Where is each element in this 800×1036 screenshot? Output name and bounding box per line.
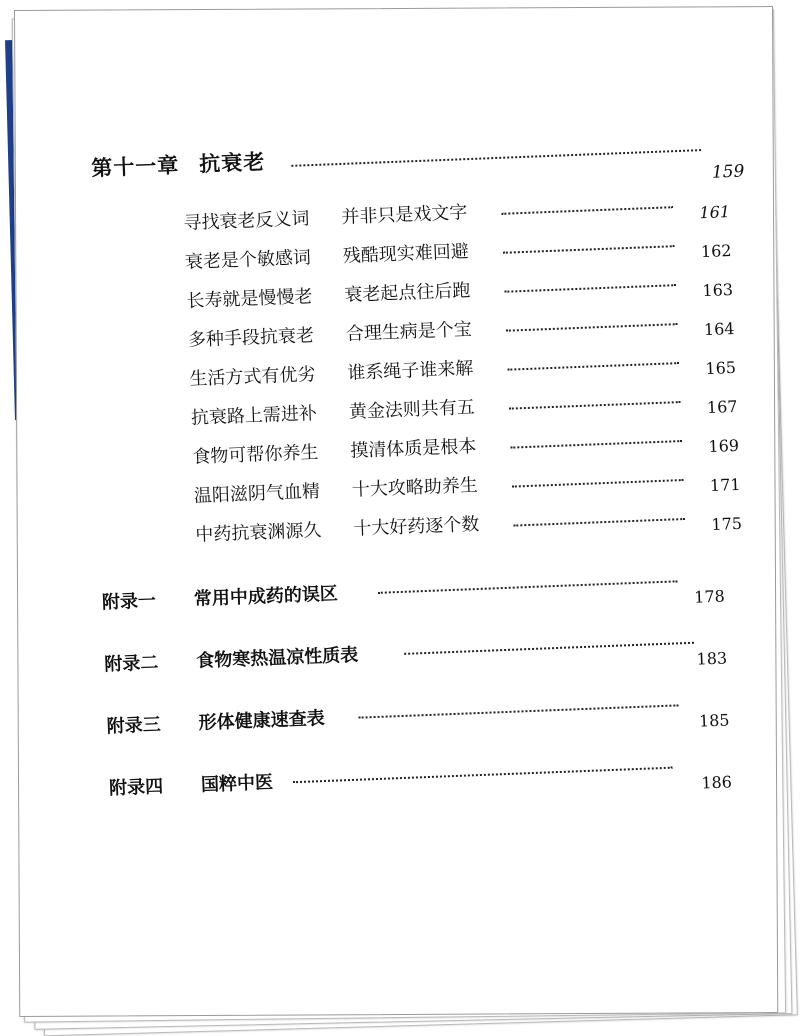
section-page-number: 163 bbox=[702, 279, 734, 301]
toc-page bbox=[14, 6, 778, 1017]
appendix-label: 附录一 bbox=[101, 590, 157, 614]
section-title-right: 谁系绳子谁来解 bbox=[346, 358, 474, 384]
section-title-right: 摸清体质是根本 bbox=[349, 435, 477, 462]
section-title-left: 中药抗衰渊源久 bbox=[195, 519, 322, 546]
appendix-title: 常用中成药的误区 bbox=[193, 583, 339, 610]
section-page-number: 164 bbox=[703, 318, 735, 340]
section-title-left: 长寿就是慢慢老 bbox=[186, 286, 313, 312]
section-title-left: 温阳滋阴气血精 bbox=[193, 480, 321, 507]
section-title-left: 寻找衰老反义词 bbox=[183, 208, 310, 235]
dot-leader bbox=[359, 704, 679, 718]
section-title-right: 十大攻略助养生 bbox=[351, 474, 479, 501]
dot-leader bbox=[512, 479, 684, 488]
chapter-page-number: 159 bbox=[711, 161, 745, 183]
dot-leader bbox=[501, 206, 673, 215]
section-title-left: 生活方式有优劣 bbox=[189, 364, 316, 390]
appendix-title: 食物寒热温凉性质表 bbox=[195, 644, 359, 672]
section-page-number: 162 bbox=[700, 241, 732, 262]
dot-leader bbox=[291, 149, 701, 167]
dot-leader bbox=[503, 245, 675, 254]
dot-leader bbox=[509, 401, 681, 410]
section-page-number: 171 bbox=[709, 474, 741, 496]
section-page-number: 165 bbox=[705, 357, 737, 379]
section-list bbox=[183, 188, 756, 560]
dot-leader bbox=[293, 767, 673, 784]
section-page-number: 175 bbox=[711, 513, 743, 534]
appendix-page-number: 186 bbox=[700, 772, 733, 793]
dot-leader bbox=[506, 323, 678, 332]
section-title-right: 残酷现实难回避 bbox=[342, 241, 470, 267]
appendix-page-number: 185 bbox=[698, 710, 730, 731]
dot-leader bbox=[378, 580, 678, 594]
section-title-right: 并非只是戏文字 bbox=[340, 202, 468, 228]
section-title-left: 抗衰路上需进补 bbox=[190, 403, 318, 429]
dot-leader bbox=[504, 284, 676, 293]
section-title-right: 十大好药逐个数 bbox=[352, 513, 480, 540]
section-title-left: 多种手段抗衰老 bbox=[187, 325, 315, 351]
section-page-number: 169 bbox=[708, 435, 740, 457]
section-page-number: 161 bbox=[699, 202, 731, 223]
dot-leader bbox=[510, 440, 682, 449]
dot-leader bbox=[404, 642, 694, 655]
section-title-right: 衰老起点往后跑 bbox=[343, 280, 471, 306]
appendix-title: 形体健康速查表 bbox=[198, 707, 326, 734]
chapter-heading bbox=[91, 146, 266, 183]
appendix-label: 附录四 bbox=[108, 776, 164, 800]
appendix-title: 国粹中医 bbox=[200, 772, 274, 796]
appendix-label: 附录三 bbox=[106, 714, 162, 738]
chapter-title: 抗衰老 bbox=[198, 149, 266, 177]
chapter-number: 第十一章 bbox=[90, 153, 180, 181]
appendix-page-number: 183 bbox=[696, 648, 728, 669]
section-title-left: 衰老是个敏感词 bbox=[184, 247, 312, 273]
appendix-page-number: 178 bbox=[693, 586, 726, 607]
section-title-right: 黄金法则共有五 bbox=[348, 396, 476, 423]
section-title-right: 合理生病是个宝 bbox=[345, 319, 473, 345]
dot-leader bbox=[513, 518, 685, 527]
dot-leader bbox=[507, 362, 679, 371]
appendix-label: 附录二 bbox=[103, 652, 159, 676]
section-title-left: 食物可帮你养生 bbox=[192, 442, 319, 468]
section-page-number: 167 bbox=[706, 396, 738, 418]
